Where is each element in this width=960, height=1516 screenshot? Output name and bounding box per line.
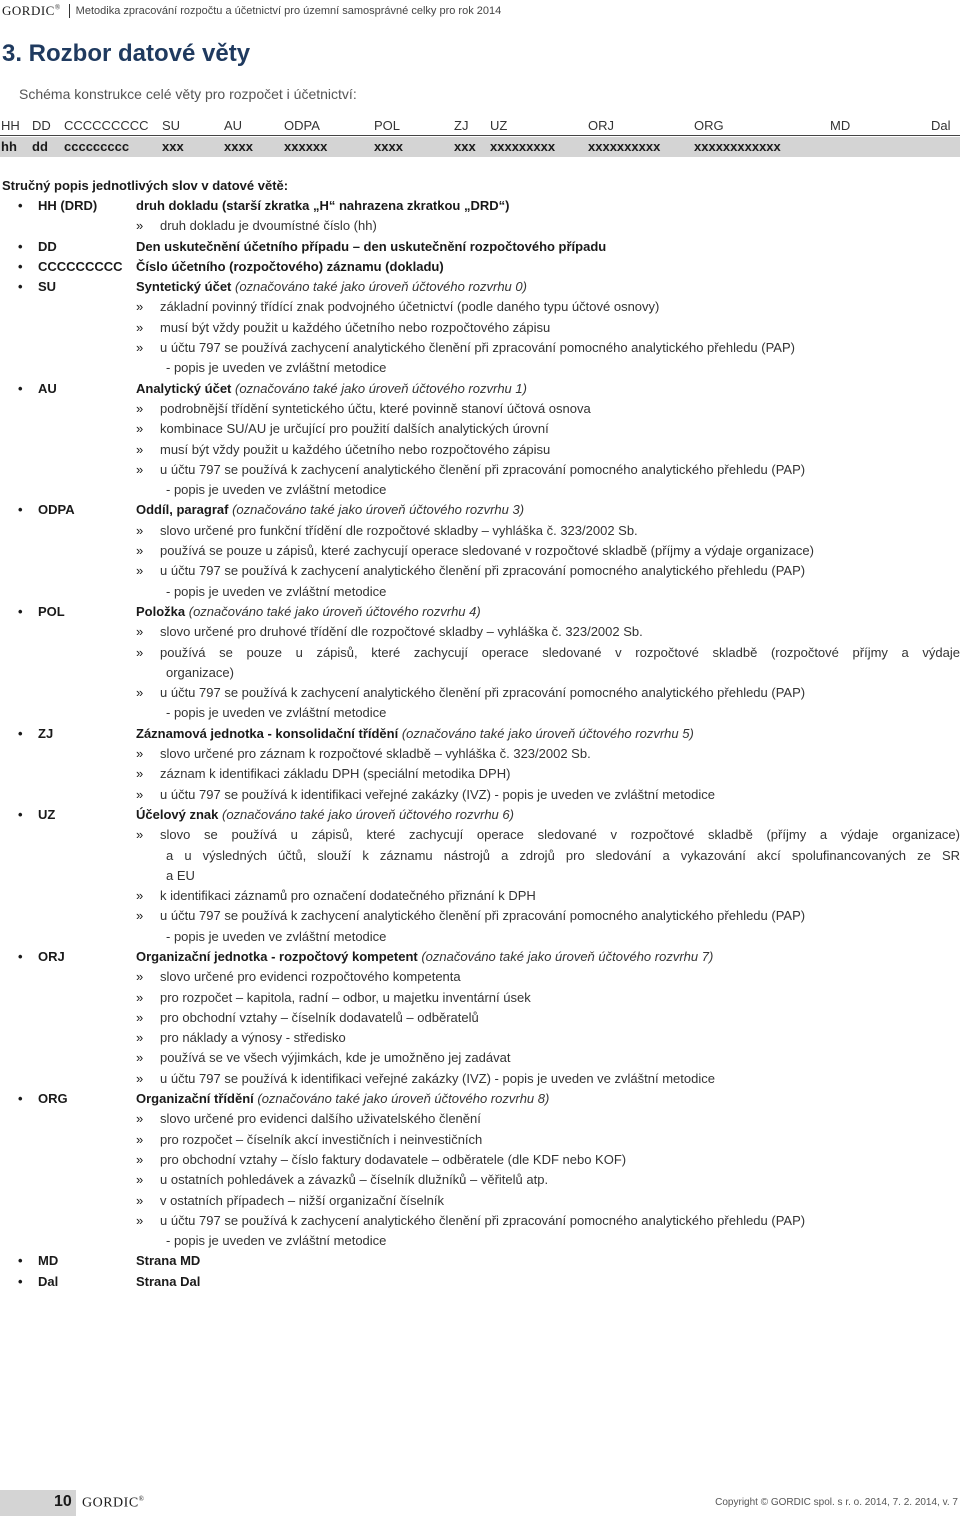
chevron-right-icon: » xyxy=(136,1030,144,1046)
schema-label: POL xyxy=(374,118,401,133)
field-name: Organizační třídění xyxy=(136,1091,254,1107)
chevron-right-icon: » xyxy=(136,624,144,640)
field-detail-line xyxy=(0,1211,960,1231)
field-detail-line xyxy=(0,1048,960,1068)
field-detail-line xyxy=(0,846,960,866)
field-entry xyxy=(0,237,960,257)
field-definition xyxy=(136,196,509,216)
field-level-note: (označováno také jako úroveň účtového rozvrhu 3) xyxy=(232,502,525,518)
field-definition xyxy=(136,602,481,622)
chevron-right-icon: » xyxy=(136,543,144,559)
detail-text: slovo určené pro evidenci dalšího uživatelského členění xyxy=(160,1111,481,1127)
field-detail-line xyxy=(0,886,960,906)
chevron-right-icon: » xyxy=(136,1192,144,1208)
schema-label: DD xyxy=(32,118,51,133)
field-detail-line xyxy=(0,663,960,683)
bullet-icon: • xyxy=(18,603,23,619)
chevron-right-icon: » xyxy=(136,969,144,985)
section-subtitle: Schéma konstrukce celé věty pro rozpočet i účetnictví: xyxy=(19,86,357,102)
field-description-list xyxy=(0,196,960,1292)
detail-text: pro obchodní vztahy – číselník dodavatelů – odběratelů xyxy=(160,1009,479,1025)
field-definition xyxy=(136,1272,200,1292)
schema-label: ZJ xyxy=(454,118,469,133)
field-detail-line xyxy=(0,582,960,602)
section-title: 3. Rozbor datové věty xyxy=(2,40,251,67)
bullet-icon: • xyxy=(18,948,23,964)
chevron-right-icon: » xyxy=(136,421,144,437)
detail-text: používá se pouze u zápisů, které zachycují operace sledované v rozpočtové skladbě (rozpočtové příjmy a výdaje xyxy=(160,644,960,660)
field-detail-line xyxy=(0,480,960,500)
chevron-right-icon: » xyxy=(136,1111,144,1127)
field-detail-line xyxy=(0,1130,960,1150)
field-detail-line xyxy=(0,906,960,926)
field-entry xyxy=(0,602,960,622)
detail-continuation: - popis je uveden ve zvláštní metodice xyxy=(166,482,387,498)
page-footer xyxy=(0,1490,960,1516)
page-number: 10 xyxy=(54,1493,72,1510)
field-code: ORJ xyxy=(38,948,65,964)
detail-text: u účtu 797 se používá k zachycení analytického členění při zpracování pomocného analytického přehledu (PAP) xyxy=(160,908,806,924)
bullet-icon: • xyxy=(18,279,23,295)
field-code: CCCCCCCCC xyxy=(38,258,123,274)
field-detail-line xyxy=(0,927,960,947)
bullet-icon: • xyxy=(18,380,23,396)
chevron-right-icon: » xyxy=(136,1050,144,1066)
field-detail-line xyxy=(0,1008,960,1028)
field-entry xyxy=(0,1251,960,1271)
detail-continuation: - popis je uveden ve zvláštní metodice xyxy=(166,928,387,944)
detail-text: v ostatních případech – nižší organizační číselník xyxy=(160,1192,444,1208)
schema-format: xxxxxx xyxy=(284,139,328,154)
detail-text: slovo se používá u zápisů, které zachycují operace sledované v rozpočtové skladbě (příjmy a výdaje organizace) xyxy=(160,827,960,843)
field-code: ZJ xyxy=(38,725,54,741)
bullet-icon: • xyxy=(18,1253,23,1269)
field-detail-line xyxy=(0,318,960,338)
schema-label: ORG xyxy=(694,118,724,133)
field-name: Analytický účet xyxy=(136,380,232,396)
field-definition xyxy=(136,805,514,825)
field-entry xyxy=(0,1272,960,1292)
schema-label: MD xyxy=(830,118,851,133)
schema-format: xxxxxxxxxx xyxy=(588,139,661,154)
schema-format: ccccccccc xyxy=(64,139,130,154)
schema-label: ORJ xyxy=(588,118,614,133)
document-title: Metodika zpracování rozpočtu a účetnictví pro územní samosprávné celky pro rok 2014 xyxy=(75,5,502,17)
detail-continuation: - popis je uveden ve zvláštní metodice xyxy=(166,360,387,376)
schema-labels-row xyxy=(0,116,960,136)
bullet-icon: • xyxy=(18,806,23,822)
chevron-right-icon: » xyxy=(136,685,144,701)
field-level-note: (označováno také jako úroveň účtového rozvrhu 1) xyxy=(235,380,527,396)
field-definition xyxy=(136,1251,200,1271)
schema-label: ODPA xyxy=(284,118,320,133)
bullet-icon: • xyxy=(18,1091,23,1107)
field-detail-line xyxy=(0,866,960,886)
field-name: Oddíl, paragraf xyxy=(136,502,229,518)
field-level-note: (označováno také jako úroveň účtového rozvrhu 6) xyxy=(222,806,514,822)
field-entry xyxy=(0,724,960,744)
schema-label: SU xyxy=(162,118,181,133)
detail-text: u účtu 797 se používá zachycení analytického členění při zpracování pomocného analytického přehledu (PAP) xyxy=(160,340,795,356)
field-code: Dal xyxy=(38,1273,59,1289)
detail-continuation: - popis je uveden ve zvláštní metodice xyxy=(166,583,387,599)
field-name: Syntetický účet xyxy=(136,279,232,295)
field-name: Den uskutečnění účetního případu – den uskutečnění rozpočtového případu xyxy=(136,238,607,254)
schema-format: xxx xyxy=(454,139,476,154)
chevron-right-icon: » xyxy=(136,1009,144,1025)
field-code: SU xyxy=(38,279,57,295)
schema-label: UZ xyxy=(490,118,508,133)
detail-text: pro obchodní vztahy – číslo faktury dodavatele – odběratele (dle KDF nebo KOF) xyxy=(160,1151,627,1167)
chevron-right-icon: » xyxy=(136,1131,144,1147)
detail-text: u účtu 797 se používá k identifikaci veřejné zakázky (IVZ) - popis je uveden ve zvláštní metodice xyxy=(160,786,715,802)
field-detail-line xyxy=(0,216,960,236)
field-entry xyxy=(0,1089,960,1109)
detail-text: používá se pouze u zápisů, které zachycují operace sledované v rozpočtové skladbě (příjmy a výdaje organizace) xyxy=(160,543,814,559)
chevron-right-icon: » xyxy=(136,786,144,802)
schema-format: xxxxxxxxx xyxy=(490,139,556,154)
schema-label: CCCCCCCCC xyxy=(64,118,149,133)
schema-label: Dal xyxy=(931,118,951,133)
chevron-right-icon: » xyxy=(136,522,144,538)
detail-text: kombinace SU/AU je určující pro použití dalších analytických úrovní xyxy=(160,421,549,437)
detail-text: slovo určené pro záznam k rozpočtové skladbě – vyhláška č. 323/2002 Sb. xyxy=(160,746,591,762)
detail-text: podrobnější třídění syntetického účtu, které povinně stanoví účtová osnova xyxy=(160,400,591,416)
chevron-right-icon: » xyxy=(136,1070,144,1086)
field-detail-line xyxy=(0,785,960,805)
header-separator xyxy=(69,4,70,18)
field-detail-line xyxy=(0,338,960,358)
field-entry xyxy=(0,947,960,967)
field-code: UZ xyxy=(38,806,56,822)
chevron-right-icon: » xyxy=(136,400,144,416)
description-title: Stručný popis jednotlivých slov v datové větě: xyxy=(2,178,289,193)
detail-text: u účtu 797 se používá k zachycení analytického členění při zpracování pomocného analytického přehledu (PAP) xyxy=(160,563,806,579)
bullet-icon: • xyxy=(18,258,23,274)
field-level-note: (označováno také jako úroveň účtového rozvrhu 0) xyxy=(235,279,527,295)
detail-text: pro rozpočet – číselník akcí investičních i neinvestičních xyxy=(160,1131,483,1147)
field-detail-line xyxy=(0,1069,960,1089)
detail-text: musí být vždy použit u každého účetního nebo rozpočtového zápisu xyxy=(160,441,551,457)
field-detail-line xyxy=(0,440,960,460)
field-code: ORG xyxy=(38,1091,68,1107)
field-definition xyxy=(136,277,527,297)
schema-format: xxxxxxxxxxxx xyxy=(694,139,781,154)
detail-text: pro rozpočet – kapitola, radní – odbor, u majetku inventární úsek xyxy=(160,989,531,1005)
chevron-right-icon: » xyxy=(136,827,144,843)
footer-brand-logo: GORDIC® xyxy=(82,1495,145,1511)
chevron-right-icon: » xyxy=(136,441,144,457)
page-number-box xyxy=(0,1490,76,1516)
field-detail-line xyxy=(0,521,960,541)
field-detail-line xyxy=(0,703,960,723)
field-code: AU xyxy=(38,380,57,396)
field-definition xyxy=(136,257,444,277)
field-detail-line xyxy=(0,1170,960,1190)
field-code: HH (DRD) xyxy=(38,198,98,213)
detail-text: slovo určené pro druhové třídění dle rozpočtové skladby – vyhláška č. 323/2002 Sb. xyxy=(160,624,643,640)
field-definition xyxy=(136,379,527,399)
detail-continuation: a u výsledných účtů, slouží k záznamu nástrojů a zdrojů pro sledování a vykazování akcí spolufinancovaných ze SR xyxy=(166,847,960,863)
field-entry xyxy=(0,805,960,825)
chevron-right-icon: » xyxy=(136,319,144,335)
detail-continuation: - popis je uveden ve zvláštní metodice xyxy=(166,705,387,721)
detail-continuation: - popis je uveden ve zvláštní metodice xyxy=(166,1233,387,1249)
page-header xyxy=(0,0,960,22)
field-definition xyxy=(136,724,694,744)
bullet-icon: • xyxy=(18,238,23,254)
detail-text: u účtu 797 se používá k zachycení analytického členění při zpracování pomocného analytického přehledu (PAP) xyxy=(160,1212,806,1228)
bullet-icon: • xyxy=(18,198,23,213)
copyright-notice: Copyright © GORDIC spol. s r. o. 2014, 7. 2. 2014, v. 7 xyxy=(715,1497,958,1508)
detail-text: u ostatních pohledávek a závazků – číselník dlužníků – věřitelů atp. xyxy=(160,1172,549,1188)
field-name: Strana MD xyxy=(136,1253,201,1269)
field-name: Položka xyxy=(136,603,186,619)
detail-text: slovo určené pro funkční třídění dle rozpočtové skladby – vyhláška č. 323/2002 Sb. xyxy=(160,522,638,538)
field-definition xyxy=(136,1089,549,1109)
field-entry xyxy=(0,379,960,399)
chevron-right-icon: » xyxy=(136,888,144,904)
field-detail-line xyxy=(0,744,960,764)
field-level-note: (označováno také jako úroveň účtového rozvrhu 4) xyxy=(188,603,481,619)
field-detail-line xyxy=(0,297,960,317)
chevron-right-icon: » xyxy=(136,766,144,782)
schema-formats-row xyxy=(0,137,960,157)
field-detail-line xyxy=(0,825,960,845)
field-definition xyxy=(136,237,606,257)
detail-text: u účtu 797 se používá k zachycení analytického členění při zpracování pomocného analytického přehledu (PAP) xyxy=(160,685,806,701)
detail-text: používá se ve všech výjimkách, kde je umožněno jej zadávat xyxy=(160,1050,511,1066)
field-code: POL xyxy=(38,603,65,619)
chevron-right-icon: » xyxy=(136,746,144,762)
detail-continuation: organizace) xyxy=(166,664,234,680)
field-name: Strana Dal xyxy=(136,1273,201,1289)
field-detail-line xyxy=(0,1109,960,1129)
detail-text: slovo určené pro evidenci rozpočtového kompetenta xyxy=(160,969,461,985)
schema-format: xxxx xyxy=(374,139,403,154)
detail-text: základní povinný třídící znak podvojného účetnictví (podle daného typu účtové osnovy) xyxy=(160,299,660,315)
bullet-icon: • xyxy=(18,1273,23,1289)
field-name: Účelový znak xyxy=(136,806,219,822)
field-detail-line xyxy=(0,764,960,784)
field-entry xyxy=(0,277,960,297)
schema-format: xxx xyxy=(162,139,184,154)
field-entry xyxy=(0,500,960,520)
schema-format: xxxx xyxy=(224,139,253,154)
chevron-right-icon: » xyxy=(136,340,144,356)
detail-continuation: a EU xyxy=(166,867,195,883)
field-level-note: (označováno také jako úroveň účtového rozvrhu 8) xyxy=(257,1091,550,1107)
detail-text: musí být vždy použit u každého účetního nebo rozpočtového zápisu xyxy=(160,319,551,335)
detail-text: u účtu 797 se používá k identifikaci veřejné zakázky (IVZ) - popis je uveden ve zvláštní metodice xyxy=(160,1070,715,1086)
field-detail-line xyxy=(0,1028,960,1048)
field-detail-line xyxy=(0,561,960,581)
field-name: Číslo účetního (rozpočtového) záznamu (dokladu) xyxy=(136,258,444,274)
chevron-right-icon: » xyxy=(136,908,144,924)
field-detail-line xyxy=(0,399,960,419)
field-definition xyxy=(136,947,713,967)
detail-text: druh dokladu je dvoumístné číslo (hh) xyxy=(160,218,377,234)
field-detail-line xyxy=(0,967,960,987)
chevron-right-icon: » xyxy=(136,1172,144,1188)
field-detail-line xyxy=(0,1191,960,1211)
field-detail-line xyxy=(0,460,960,480)
detail-text: záznam k identifikaci základu DPH (speciální metodika DPH) xyxy=(160,766,511,782)
chevron-right-icon: » xyxy=(136,989,144,1005)
field-name: druh dokladu (starší zkratka „H“ nahrazena zkratkou „DRD“) xyxy=(136,198,510,213)
field-detail-line xyxy=(0,541,960,561)
field-level-note: (označováno také jako úroveň účtového rozvrhu 7) xyxy=(421,948,714,964)
field-detail-line xyxy=(0,988,960,1008)
schema-format: hh xyxy=(1,139,17,154)
field-detail-line xyxy=(0,622,960,642)
chevron-right-icon: » xyxy=(136,1212,144,1228)
detail-text: u účtu 797 se používá k zachycení analytického členění při zpracování pomocného analytického přehledu (PAP) xyxy=(160,461,806,477)
field-level-note: (označováno také jako úroveň účtového rozvrhu 5) xyxy=(401,725,694,741)
field-detail-line xyxy=(0,643,960,663)
field-code: ODPA xyxy=(38,502,75,518)
field-name: Záznamová jednotka - konsolidační třídění xyxy=(136,725,399,741)
chevron-right-icon: » xyxy=(136,644,144,660)
field-entry xyxy=(0,257,960,277)
bullet-icon: • xyxy=(18,502,23,518)
field-name: Organizační jednotka - rozpočtový kompetent xyxy=(136,948,418,964)
field-detail-line xyxy=(0,358,960,378)
chevron-right-icon: » xyxy=(136,1151,144,1167)
chevron-right-icon: » xyxy=(136,563,144,579)
field-definition xyxy=(136,500,524,520)
schema-label: AU xyxy=(224,118,243,133)
field-detail-line xyxy=(0,1150,960,1170)
detail-text: pro náklady a výnosy - středisko xyxy=(160,1030,346,1046)
field-code: DD xyxy=(38,238,57,254)
chevron-right-icon: » xyxy=(136,461,144,477)
schema-format: dd xyxy=(32,139,48,154)
schema-label: HH xyxy=(1,118,20,133)
chevron-right-icon: » xyxy=(136,218,144,234)
chevron-right-icon: » xyxy=(136,299,144,315)
bullet-icon: • xyxy=(18,725,23,741)
field-detail-line xyxy=(0,419,960,439)
detail-text: k identifikaci záznamů pro označení dodatečného přiznání k DPH xyxy=(160,888,536,904)
field-detail-line xyxy=(0,683,960,703)
brand-logo: GORDIC® xyxy=(2,3,61,18)
field-code: MD xyxy=(38,1253,59,1269)
field-detail-line xyxy=(0,1231,960,1251)
field-entry xyxy=(0,196,960,216)
